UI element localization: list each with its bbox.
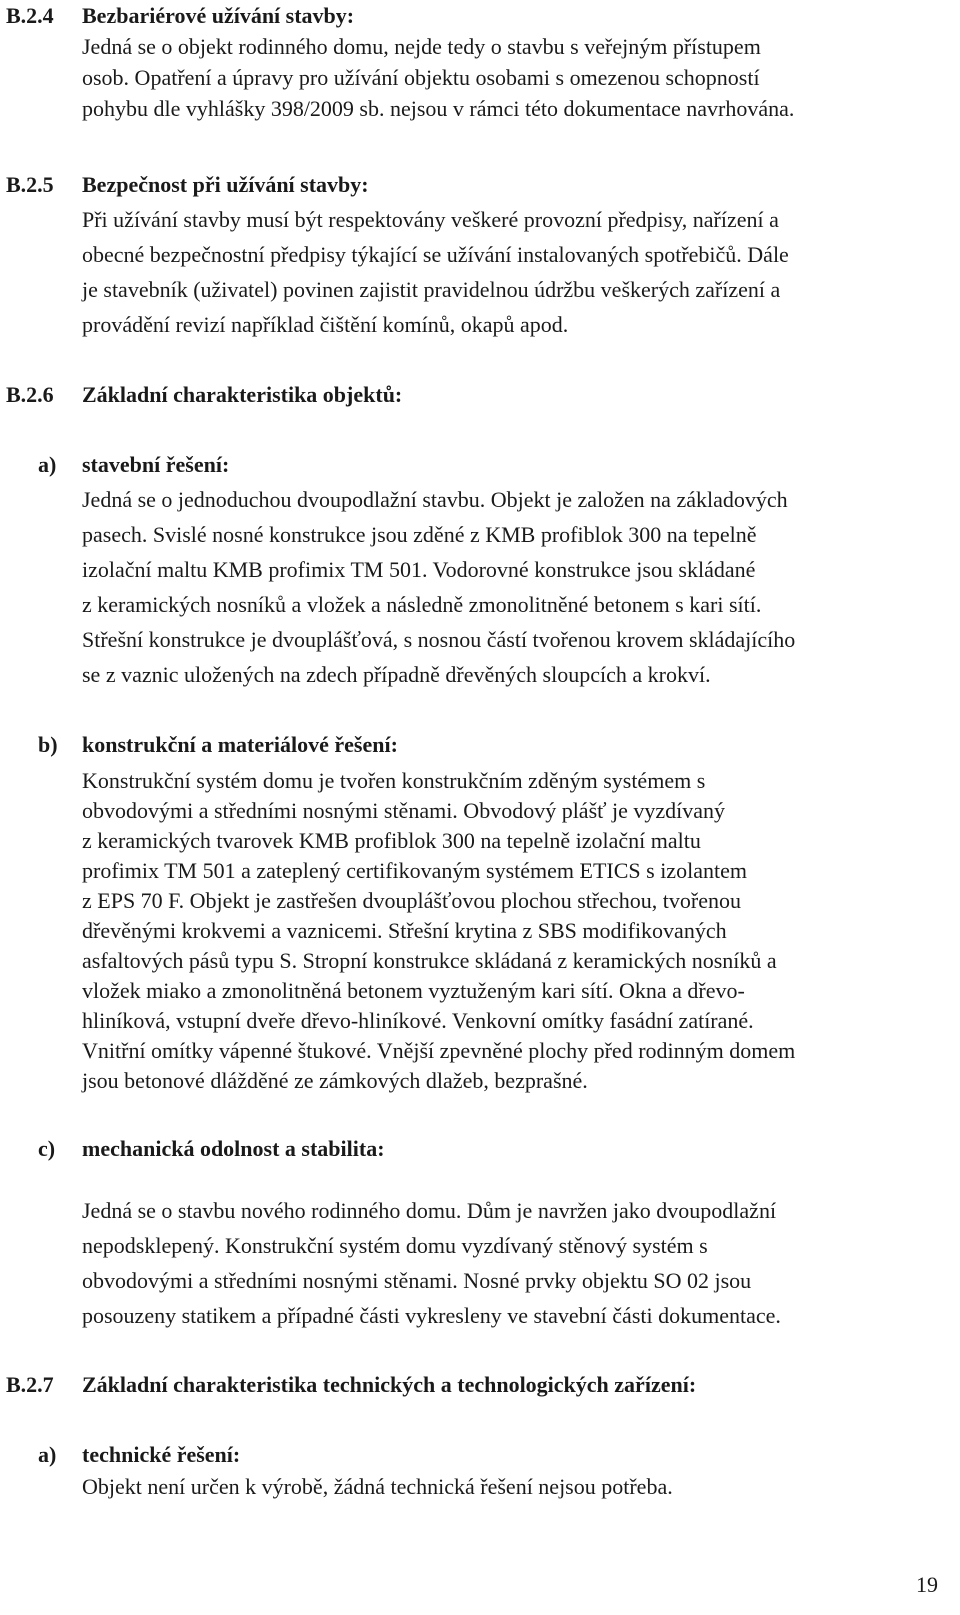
paragraph-line: Při užívání stavby musí být respektovány veškeré provozní předpisy, nařízení a — [82, 207, 779, 232]
subsection-marker: a) — [38, 1442, 57, 1467]
subsection-title: stavební řešení: — [82, 452, 230, 477]
paragraph-line: obvodovými a středními nosnými stěnami. Obvodový plášť je vyzdívaný — [82, 798, 726, 823]
subsection-marker: c) — [38, 1136, 56, 1161]
paragraph-line: Vnitřní omítky vápenné štukové. Vnější zpevněné plochy před rodinným domem — [82, 1038, 796, 1063]
section-title: Bezbariérové užívání stavby: — [82, 3, 355, 28]
paragraph-line: osob. Opatření a úpravy pro užívání objektu osobami s omezenou schopností — [82, 65, 760, 90]
page-number: 19 — [916, 1572, 938, 1597]
subsection-marker: a) — [38, 452, 57, 477]
paragraph-line: nepodsklepený. Konstrukční systém domu vyzdívaný stěnový systém s — [82, 1233, 708, 1258]
paragraph-line: hliníková, vstupní dveře dřevo-hliníkové. Venkovní omítky fasádní zatírané. — [82, 1008, 754, 1033]
paragraph-line: Jedná se o stavbu nového rodinného domu. Dům je navržen jako dvoupodlažní — [82, 1198, 777, 1223]
paragraph-line: Střešní konstrukce je dvouplášťová, s nosnou částí tvořenou krovem skládajícího — [82, 627, 796, 652]
subsection-title: technické řešení: — [82, 1442, 241, 1467]
subsection-title: konstrukční a materiálové řešení: — [82, 732, 398, 757]
paragraph-line: obvodovými a středními nosnými stěnami. Nosné prvky objektu SO 02 jsou — [82, 1268, 752, 1293]
subsection-marker: b) — [38, 732, 58, 757]
paragraph-line: z keramických nosníků a vložek a následně zmonolitněné betonem s kari sítí. — [82, 592, 762, 617]
paragraph-line: asfaltových pásů typu S. Stropní konstrukce skládaná z keramických nosníků a — [82, 948, 777, 973]
section-number: B.2.5 — [6, 172, 54, 197]
subsection-title: mechanická odolnost a stabilita: — [82, 1136, 385, 1161]
paragraph-line: se z vaznic uložených na zdech případně dřevěných sloupcích a krokví. — [82, 662, 711, 687]
paragraph-line: z EPS 70 F. Objekt je zastřešen dvouplášťovou plochou střechou, tvořenou — [82, 888, 741, 913]
paragraph-line: Jedná se o jednoduchou dvoupodlažní stavbu. Objekt je založen na základových — [82, 487, 788, 512]
section-number: B.2.7 — [6, 1372, 54, 1397]
paragraph-line: izolační maltu KMB profimix TM 501. Vodorovné konstrukce jsou skládané — [82, 557, 756, 582]
paragraph-line: provádění revizí například čištění komínů, okapů apod. — [82, 312, 569, 337]
paragraph-line: Objekt není určen k výrobě, žádná technická řešení nejsou potřeba. — [82, 1474, 673, 1499]
section-number: B.2.4 — [6, 3, 54, 28]
paragraph-line: posouzeny statikem a případné části vykresleny ve stavební části dokumentace. — [82, 1303, 781, 1328]
paragraph-line: z keramických tvarovek KMB profiblok 300 na tepelně izolační maltu — [82, 828, 701, 853]
paragraph-line: profimix TM 501 a zateplený certifikovaným systémem ETICS s izolantem — [82, 858, 747, 883]
paragraph-line: pasech. Svislé nosné konstrukce jsou zděné z KMB profiblok 300 na tepelně — [82, 522, 757, 547]
paragraph-line: je stavebník (uživatel) povinen zajistit pravidelnou údržbu veškerých zařízení a — [82, 277, 781, 302]
paragraph-line: vložek miako a zmonolitněná betonem vyztuženým kari sítí. Okna a dřevo- — [82, 978, 745, 1003]
paragraph-line: Jedná se o objekt rodinného domu, nejde tedy o stavbu s veřejným přístupem — [82, 34, 761, 59]
paragraph-line: pohybu dle vyhlášky 398/2009 sb. nejsou v rámci této dokumentace navrhována. — [82, 96, 795, 121]
paragraph-line: Konstrukční systém domu je tvořen konstrukčním zděným systémem s — [82, 768, 706, 793]
section-number: B.2.6 — [6, 382, 54, 407]
paragraph-line: jsou betonové dlážděné ze zámkových dlažeb, bezprašné. — [82, 1068, 588, 1093]
paragraph-line: dřevěnými krokvemi a vaznicemi. Střešní krytina z SBS modifikovaných — [82, 918, 727, 943]
section-title: Bezpečnost při užívání stavby: — [82, 172, 369, 197]
section-title: Základní charakteristika technických a technologických zařízení: — [82, 1372, 697, 1397]
section-title: Základní charakteristika objektů: — [82, 382, 403, 407]
paragraph-line: obecné bezpečnostní předpisy týkající se užívání instalovaných spotřebičů. Dále — [82, 242, 789, 267]
